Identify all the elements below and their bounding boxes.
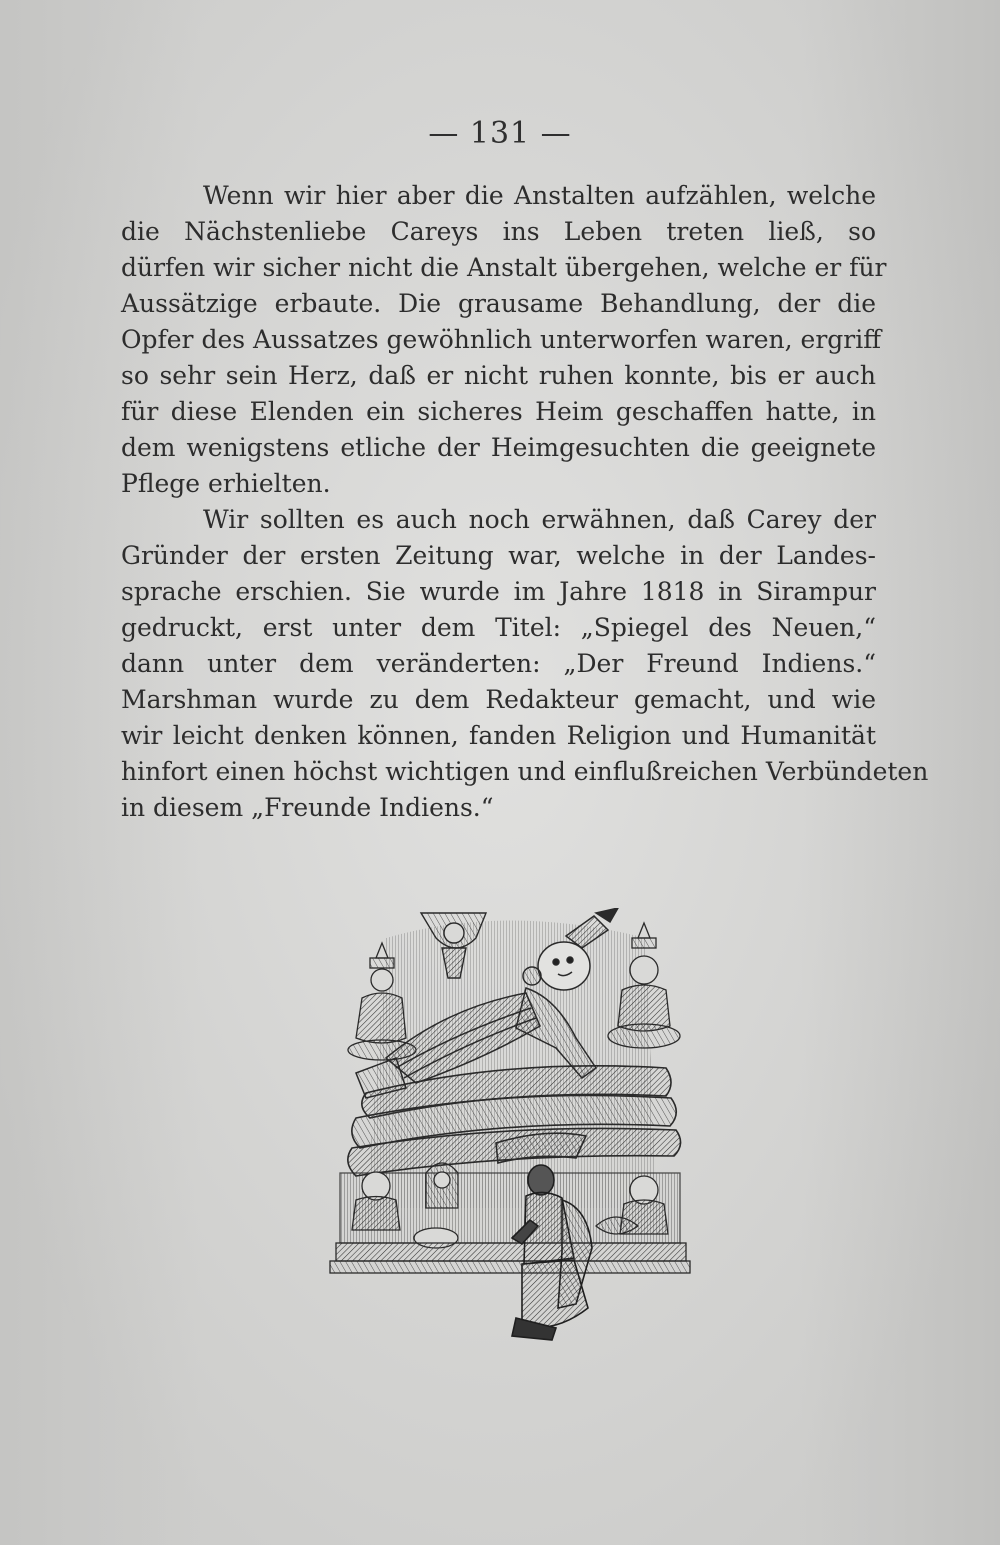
text-line: die Nächstenliebe Careys ins Leben treten ließ, so: [121, 217, 876, 246]
text-line: für diese Elenden ein sicheres Heim geschaffen hatte, in: [121, 397, 876, 426]
text-line: Aussätzige erbaute. Die grausame Behandlung, der die: [121, 289, 876, 318]
text-line: dürfen wir sicher nicht die Anstalt übergehen, welche er für: [121, 253, 887, 282]
paragraph-2: [121, 502, 929, 826]
text-line: Wenn wir hier aber die Anstalten aufzählen, welche: [203, 181, 876, 210]
engraving-illustration: [326, 908, 694, 1344]
text-line: so sehr sein Herz, daß er nicht ruhen konnte, bis er auch: [121, 361, 876, 390]
paragraph-1: [121, 178, 887, 502]
text-line: dem wenigstens etliche der Heimgesuchten die geeignete: [121, 433, 876, 462]
body-text: [121, 178, 929, 826]
page-number: — 131 —: [428, 116, 572, 151]
text-line: in diesem „Freunde Indiens.“: [121, 793, 494, 822]
text-line: Gründer der ersten Zeitung war, welche in der Landes-: [121, 541, 876, 570]
text-line: sprache erschien. Sie wurde im Jahre 1818 in Sirampur: [121, 577, 876, 606]
text-line: Opfer des Aussatzes gewöhnlich unterworfen waren, ergriff: [121, 325, 882, 354]
text-line: Pflege erhielten.: [121, 469, 331, 498]
text-line: wir leicht denken können, fanden Religion und Humanität: [121, 721, 876, 750]
text-line: gedruckt, erst unter dem Titel: „Spiegel des Neuen,“: [121, 613, 876, 642]
text-line: Marshman wurde zu dem Redakteur gemacht, und wie: [121, 685, 876, 714]
reclining-deity-engraving-icon: [326, 908, 694, 1344]
text-line: Wir sollten es auch noch erwähnen, daß Carey der: [203, 505, 876, 534]
text-line: dann unter dem veränderten: „Der Freund Indiens.“: [121, 649, 876, 678]
text-line: hinfort einen höchst wichtigen und einflußreichen Verbündeten: [121, 757, 929, 786]
